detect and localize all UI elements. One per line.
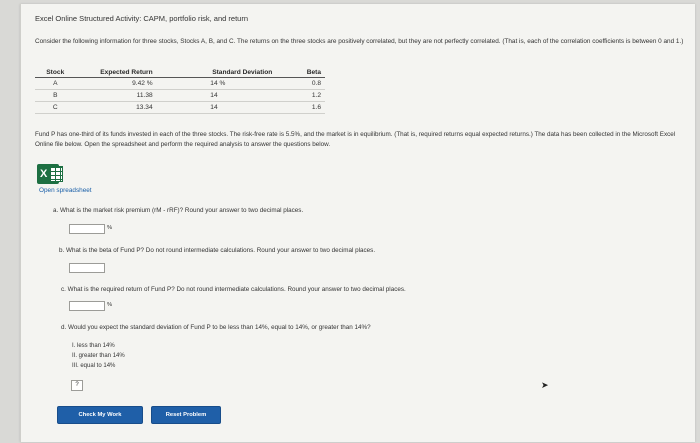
check-my-work-button[interactable]: Check My Work [57,406,143,424]
percent-unit-c: % [107,302,113,308]
header-beta: Beta [276,68,325,78]
table-header-row [35,68,325,78]
question-d: d. Would you expect the standard deviation of Fund P to be less than 14%, equal to 14%, or greater than 14%? [61,324,371,331]
reset-problem-button[interactable]: Reset Problem [151,406,221,424]
table-row [35,102,325,114]
table-row [35,90,325,102]
question-a: a. What is the market risk premium (rM - rRF)? Round your answer to two decimal places. [53,207,304,214]
answer-c-input[interactable] [69,301,105,311]
page-title: Excel Online Structured Activity: CAPM, portfolio risk, and return [35,14,248,23]
answer-b-input[interactable] [69,263,105,273]
percent-unit-a: % [107,225,113,231]
cell-expected-return: 9.42 % [76,78,157,90]
cell-standard-deviation: 14 [210,104,218,111]
excel-grid-icon[interactable] [49,166,63,182]
mouse-cursor-icon: ➤ [541,380,549,390]
cell-standard-deviation: 14 % [210,80,226,87]
header-stock: Stock [35,68,76,78]
excel-icon[interactable]: X [37,164,59,184]
cell-expected-return: 13.34 [76,102,157,114]
question-c: c. What is the required return of Fund P? Do not round intermediate calculations. Round your answer to two decimal places. [61,286,406,293]
cell-stock: A [35,78,76,90]
cell-beta: 1.2 [276,90,325,102]
cell-stock: C [35,102,76,114]
answer-d-dropdown[interactable]: ? [71,380,83,391]
table-row [35,78,325,90]
header-expected-return: Expected Return [76,68,157,78]
cell-beta: 1.6 [276,102,325,114]
assignment-page [20,4,695,442]
intro-text: Consider the following information for three stocks, Stocks A, B, and C. The returns on the three stocks are positively correlated, but they are not perfectly correlated. (That is, each of the correlation coefficients is between 0 and 1.) [35,38,684,45]
cell-stock: B [35,90,76,102]
stocks-table [35,68,325,114]
header-standard-deviation: Standard Deviation [157,68,277,78]
cell-standard-deviation: 14 [210,92,218,99]
option-3: III. equal to 14% [72,363,116,369]
option-1: I. less than 14% [72,343,115,349]
cell-beta: 0.8 [276,78,325,90]
question-b: b. What is the beta of Fund P? Do not round intermediate calculations. Round your answer to two decimal places. [59,247,376,254]
fund-description: Fund P has one-third of its funds invested in each of the three stocks. The risk-free rate is 5.5%, and the market is in equilibrium. (That is, required returns equal expected returns.) The data has been collected in the Microsoft Excel Online file below. Open the spreadsheet and perform the required analysis to answer the questions below. [35,131,676,148]
cell-expected-return: 11.38 [76,90,157,102]
answer-a-input[interactable] [69,224,105,234]
option-2: II. greater than 14% [72,353,125,359]
open-spreadsheet-link[interactable]: Open spreadsheet [39,187,92,194]
